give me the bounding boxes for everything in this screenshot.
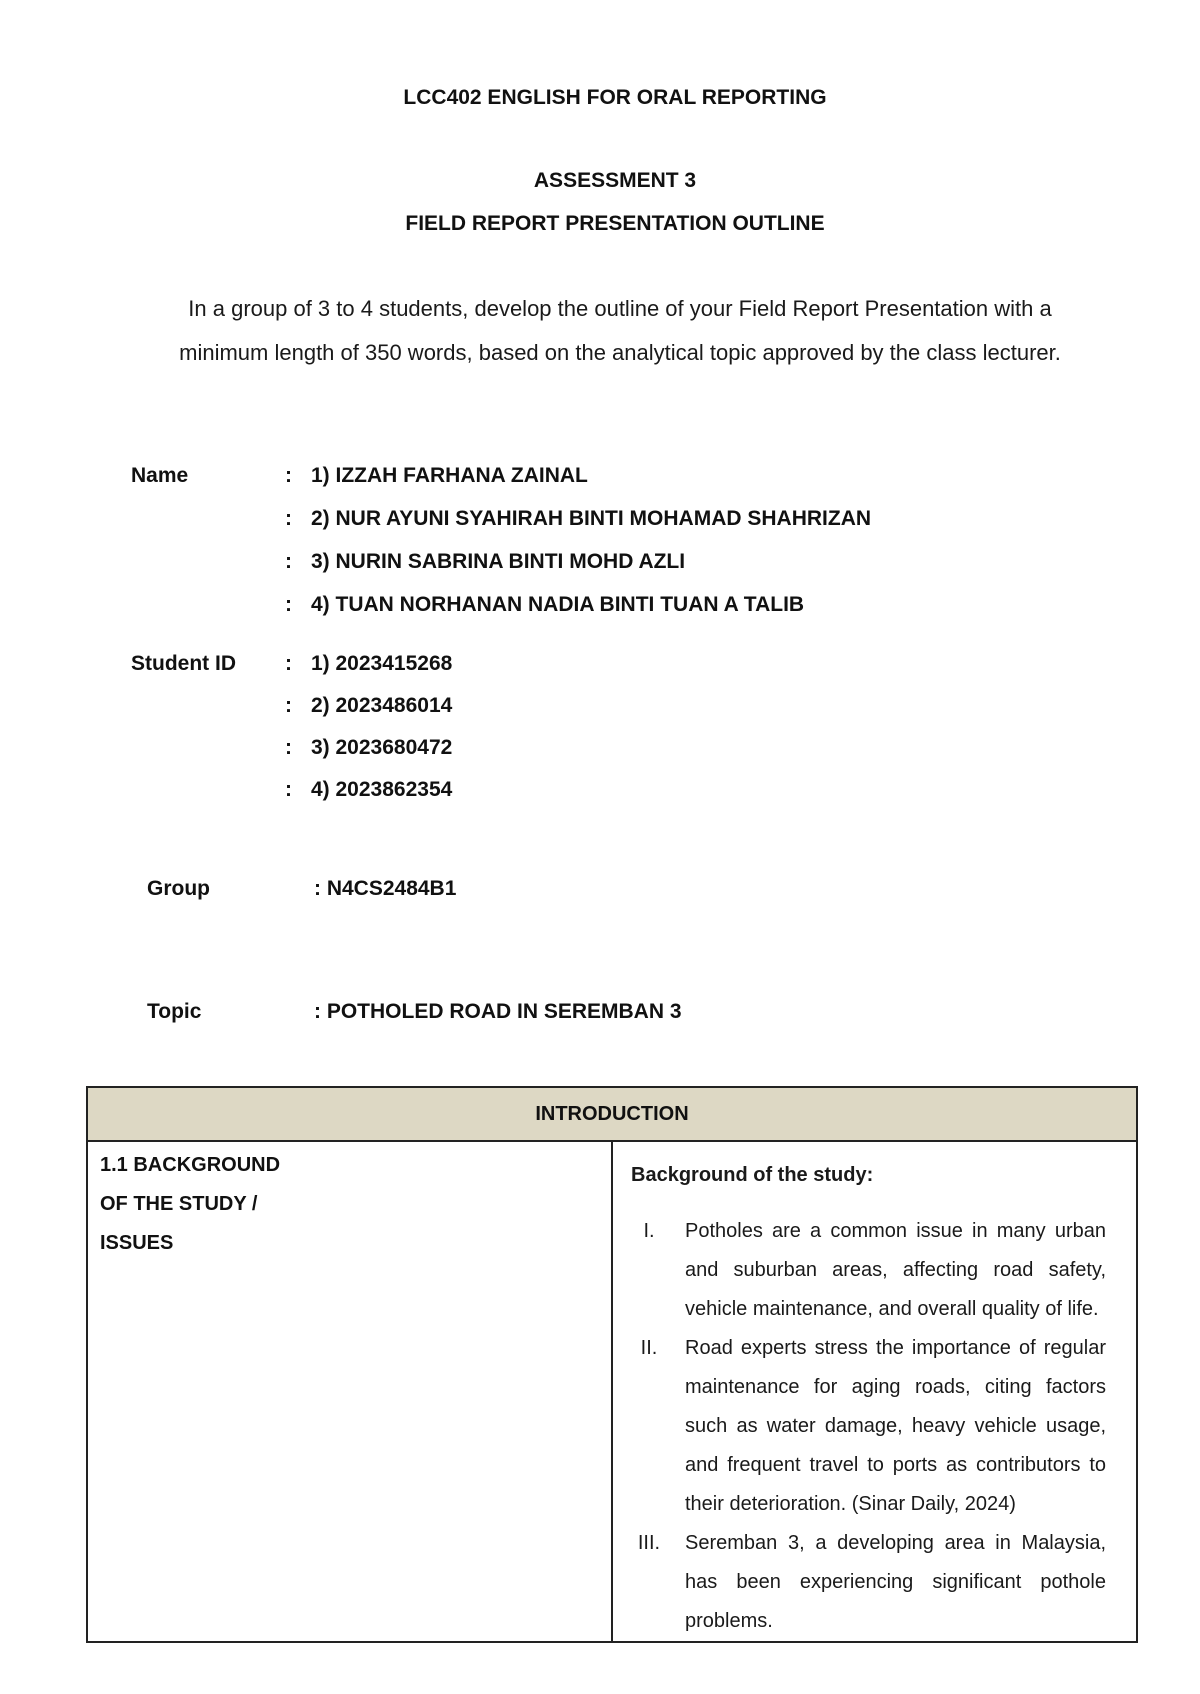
colon: : — [285, 736, 292, 759]
outline-title: FIELD REPORT PRESENTATION OUTLINE — [405, 212, 825, 235]
student-id: 3) 2023680472 — [311, 736, 453, 759]
colon: : — [285, 550, 292, 573]
issue-item — [631, 1524, 1106, 1641]
section-label-line: 1.1 BACKGROUND — [100, 1154, 281, 1176]
issue-number: I. — [643, 1220, 655, 1242]
issue-text: Road experts stress the importance of regular maintenance for aging roads, citing factors such as water damage, heavy vehicle usage, and frequent travel to ports as contributors to their deterioration. (Sinar Daily, 2024) — [685, 1337, 1106, 1515]
background-title: Background of the study: — [631, 1164, 874, 1186]
student-id: 1) 2023415268 — [311, 652, 453, 675]
instructions-line-1: In a group of 3 to 4 students, develop the outline of your Field Report Presentation with a — [188, 296, 1052, 321]
section-label-line: ISSUES — [100, 1232, 174, 1254]
colon: : — [285, 507, 292, 530]
student-id-label: Student ID — [131, 652, 236, 675]
group-label: Group — [147, 877, 210, 900]
colon: : — [285, 593, 292, 616]
member-name: 2) NUR AYUNI SYAHIRAH BINTI MOHAMAD SHAHRIZAN — [311, 507, 872, 530]
introduction-heading: INTRODUCTION — [87, 1087, 1137, 1141]
issue-item — [631, 1329, 1106, 1524]
background-cell — [612, 1141, 1137, 1642]
topic-label: Topic — [147, 1000, 202, 1023]
instructions — [110, 287, 1130, 375]
member-name: 3) NURIN SABRINA BINTI MOHD AZLI — [311, 550, 686, 573]
issue-number: II. — [640, 1337, 658, 1359]
colon: : — [285, 652, 292, 675]
assessment-title: ASSESSMENT 3 — [533, 169, 697, 192]
student-id: 4) 2023862354 — [311, 778, 453, 801]
colon: : — [285, 694, 292, 717]
section-label — [87, 1141, 612, 1642]
colon: : — [285, 778, 292, 801]
member-name: 4) TUAN NORHANAN NADIA BINTI TUAN A TALIB — [311, 593, 805, 616]
member-name: 1) IZZAH FARHANA ZAINAL — [311, 464, 588, 487]
topic-value: : POTHOLED ROAD IN SEREMBAN 3 — [314, 1000, 682, 1023]
name-label: Name — [131, 464, 189, 487]
student-id: 2) 2023486014 — [311, 694, 453, 717]
issue-number: III. — [637, 1532, 661, 1554]
issue-text: Potholes are a common issue in many urban and suburban areas, affecting road safety, vehicle maintenance, and overall quality of life. — [685, 1220, 1106, 1320]
course-title: LCC402 ENGLISH FOR ORAL REPORTING — [403, 86, 827, 109]
issue-item — [631, 1212, 1106, 1329]
colon: : — [285, 464, 292, 487]
issues-list — [631, 1212, 1106, 1641]
section-label-line: OF THE STUDY / — [100, 1193, 258, 1215]
group-value: : N4CS2484B1 — [314, 877, 457, 900]
instructions-line-2: minimum length of 350 words, based on the analytical topic approved by the class lecturer. — [179, 340, 1061, 365]
introduction-table — [86, 1086, 1138, 1643]
issue-text: Seremban 3, a developing area in Malaysia, has been experiencing significant pothole problems. — [685, 1532, 1106, 1632]
